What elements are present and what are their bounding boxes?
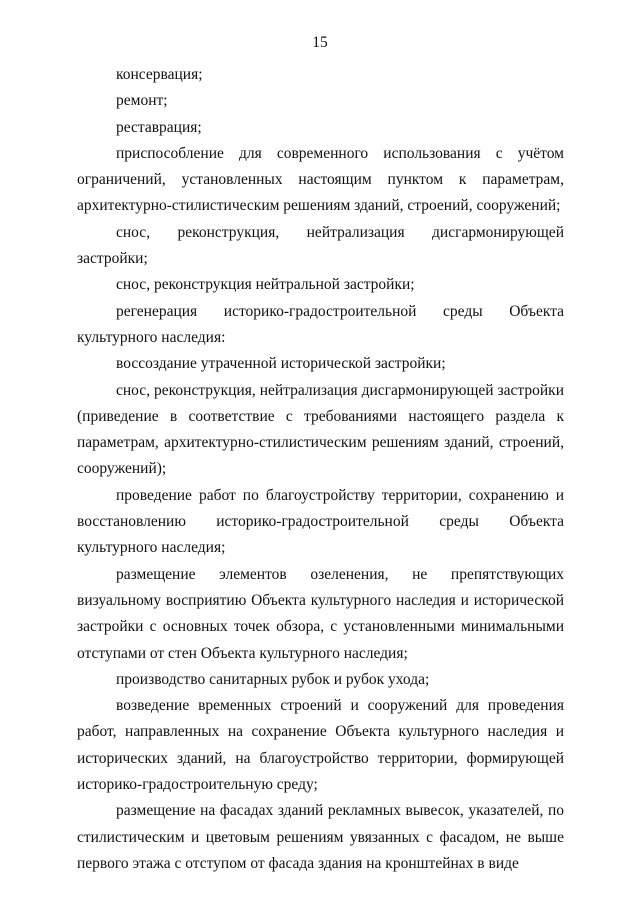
paragraph-conservation: консервация; xyxy=(116,66,203,83)
paragraph-greenery-placement: размещение элементов озеленения, не препятствующих визуальному восприятию Объекта культурного наследия и исторической застройки с основных точек обзора, с установленными минимальными отступами от стен Объекта культурного наследия; xyxy=(77,565,564,662)
paragraph-restoration: реставрация; xyxy=(116,118,202,136)
paragraph-recreation-lost-buildings: воссоздание утраченной исторической застройки; xyxy=(116,355,446,373)
paragraph-regeneration: регенерация историко-градостроительной среды Объекта культурного наследия: xyxy=(77,302,564,346)
paragraph-demolition-neutral: снос, реконструкция нейтральной застройки; xyxy=(116,276,415,294)
page-number: 15 xyxy=(312,34,328,51)
paragraph-demolition-compliance: снос, реконструкция, нейтрализация дисгармонирующей застройки (приведение в соответствие с требованиями настоящего раздела к параметрам, архитектурно-стилистическим решениям зданий, строений, сооружений); xyxy=(77,381,564,478)
paragraph-landscaping-works: проведение работ по благоустройству территории, сохранению и восстановлению историко-градостроительной среды Объекта культурного наследия; xyxy=(77,486,564,557)
paragraph-signage-placement: размещение на фасадах зданий рекламных вывесок, указателей, по стилистическим и цветовым решениям увязанных с фасадом, не выше первого этажа с отступом от фасада здания на кронштейнах в виде xyxy=(77,802,564,872)
paragraph-adaptation: приспособление для современного использования с учётом ограничений, установленных настоящим пунктом к параметрам, архитектурно-стилистическим решениям зданий, строений, сооружений; xyxy=(77,144,564,215)
paragraph-sanitary-felling: производство санитарных рубок и рубок ухода; xyxy=(116,670,430,688)
document-body xyxy=(77,62,564,877)
paragraph-temporary-structures: возведение временных строений и сооружений для проведения работ, направленных на сохранение Объекта культурного наследия и исторических зданий, на благоустройство территории, формирующей историко-градостроительную среду; xyxy=(77,697,564,794)
paragraph-repair: ремонт; xyxy=(116,92,168,110)
paragraph-demolition-disharmonious: снос, реконструкция, нейтрализация дисгармонирующей застройки; xyxy=(77,223,564,268)
